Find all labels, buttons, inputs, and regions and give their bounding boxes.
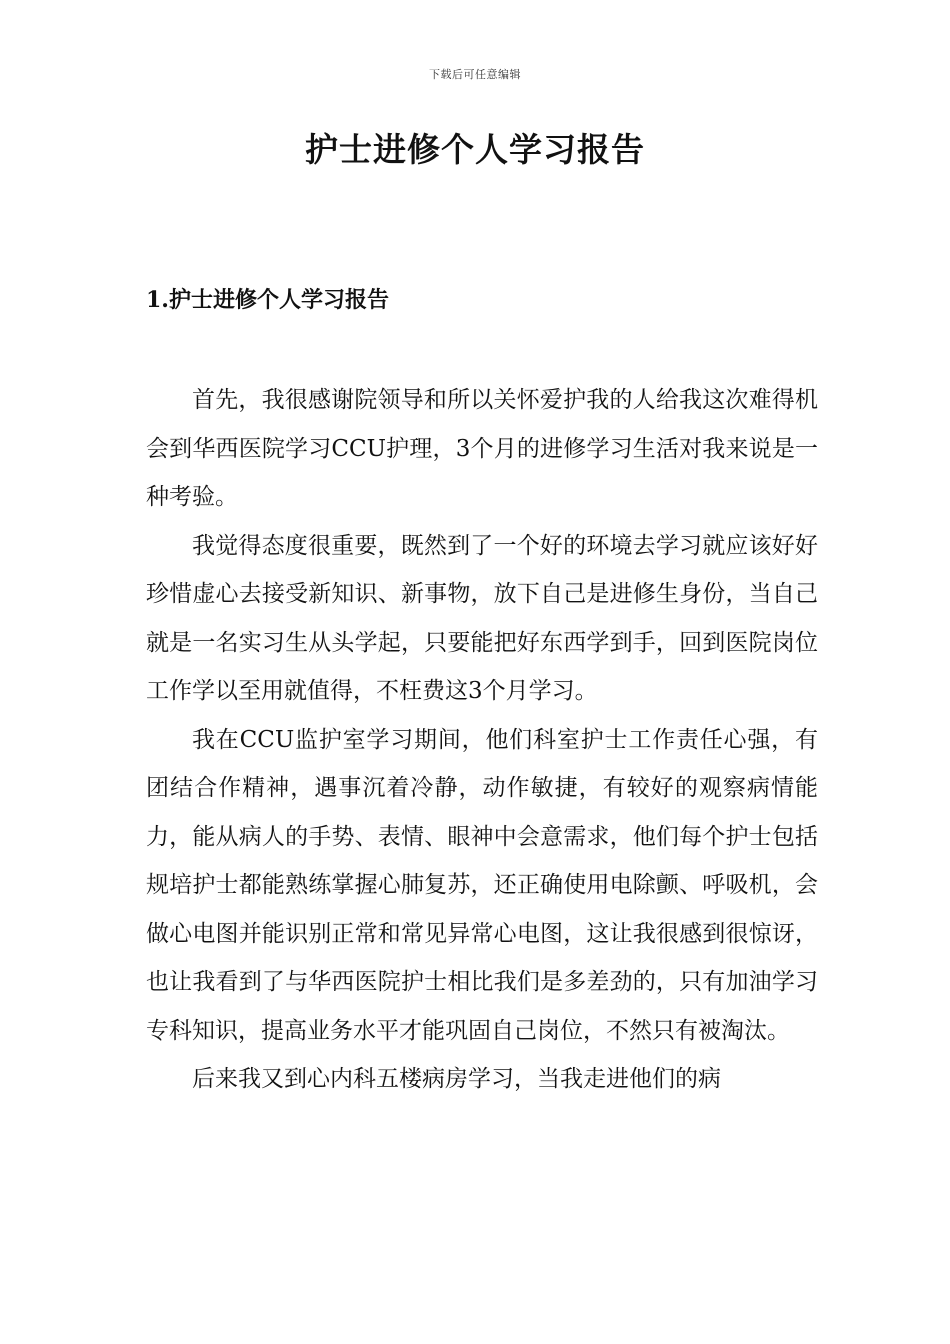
paragraph-1: 首先，我很感谢院领导和所以关怀爱护我的人给我这次难得机会到华西医院学习CCU护理，3个月的进修学习生活对我来说是一种考验。 bbox=[146, 387, 818, 510]
section-heading: 1.护士进修个人学习报告 bbox=[146, 287, 389, 313]
paragraph-3: 我在CCU监护室学习期间，他们科室护士工作责任心强，有团结合作精神，遇事沉着冷静，动作敏捷，有较好的观察病情能力，能从病人的手势、表情、眼神中会意需求，他们每个护士包括规培护士都能熟练掌握心肺复苏，还正确使用电除颤、呼吸机，会做心电图并能识别正常和常见异常心电图，这让我很感到很惊讶，也让我看到了与华西医院护士相比我们是多差劲的，只有加油学习专科知识，提高业务水平才能巩固自己岗位，不然只有被淘汰。 bbox=[146, 726, 818, 1044]
paragraph-2: 我觉得态度很重要，既然到了一个好的环境去学习就应该好好珍惜虚心去接受新知识、新事物，放下自己是进修生身份，当自己就是一名实习生从头学起，只要能把好东西学到手，回到医院岗位工作学以至用就值得，不枉费这3个月学习。 bbox=[146, 532, 818, 704]
document-title: 护士进修个人学习报告 bbox=[305, 130, 645, 169]
header-note: 下载后可任意编辑 bbox=[429, 68, 521, 81]
paragraph-4: 后来我又到心内科五楼病房学习，当我走进他们的病 bbox=[192, 1066, 721, 1092]
document-body bbox=[146, 376, 818, 1104]
